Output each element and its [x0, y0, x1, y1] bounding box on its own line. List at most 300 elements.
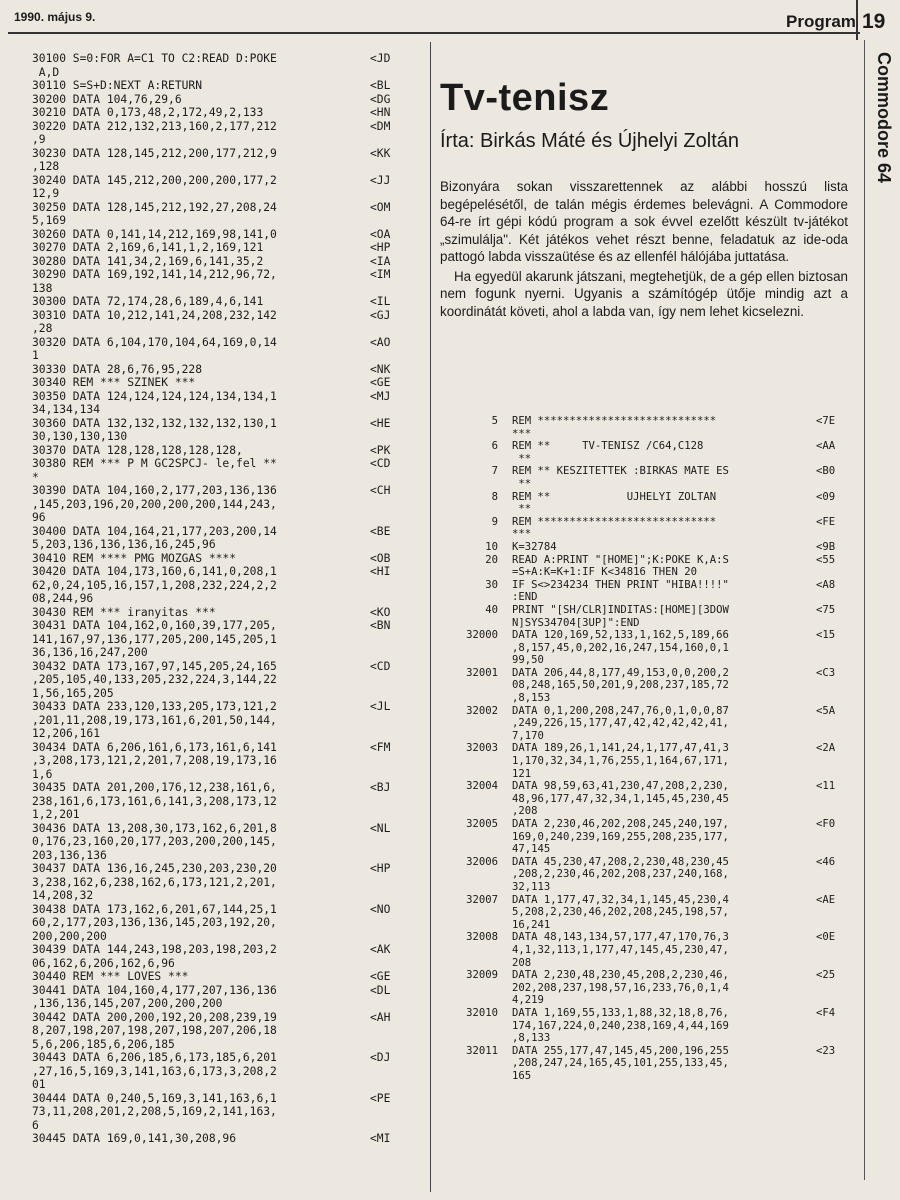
- code-text: 30436 DATA 13,208,30,173,162,6,201,8: [32, 821, 277, 835]
- code-text: 30,130,130,130: [32, 430, 128, 443]
- code-line: [32, 1132, 427, 1146]
- code-line: [32, 646, 427, 660]
- code-line: [458, 679, 858, 692]
- code-text: READ A:PRINT "[HOME]";K:POKE K,A:S: [512, 553, 729, 566]
- checksum: <AE: [816, 893, 836, 906]
- code-text: 30280 DATA 141,34,2,169,6,141,35,2: [32, 254, 264, 268]
- code-text: DATA 1,177,47,32,34,1,145,45,230,4: [512, 893, 729, 906]
- checksum: <23: [816, 1044, 836, 1057]
- code-text: 1: [32, 349, 39, 362]
- code-line: [32, 633, 427, 647]
- code-text: 30240 DATA 145,212,200,200,200,177,2: [32, 173, 277, 187]
- code-line: [32, 160, 427, 174]
- code-text: DATA 2,230,48,230,45,208,2,230,46,: [512, 969, 729, 982]
- code-text: PRINT "[SH/CLR]INDITAS:[HOME][3DOW: [512, 603, 729, 616]
- code-text: 30410 REM **** PMG MOZGAS ****: [32, 551, 237, 565]
- code-text: ,8,157,45,0,202,16,247,154,160,0,1: [512, 641, 729, 654]
- checksum: <HP: [370, 862, 391, 875]
- checksum: <C3: [816, 666, 836, 679]
- code-text: 30434 DATA 6,206,161,6,173,161,6,141: [32, 740, 277, 754]
- code-line: [32, 714, 427, 728]
- code-line: [458, 554, 858, 567]
- code-text: 30440 REM *** LOVES ***: [32, 970, 189, 983]
- code-line: [458, 541, 858, 554]
- checksum: <09: [816, 490, 836, 503]
- code-text: REM ** UJHELYI ZOLTAN: [512, 490, 717, 503]
- checksum: <5A: [816, 704, 836, 717]
- side-tab: [870, 52, 900, 472]
- checksum: <PK: [370, 443, 391, 457]
- code-line: [458, 1070, 858, 1083]
- code-line: [458, 667, 858, 680]
- line-number: 8: [491, 490, 498, 503]
- checksum: <46: [816, 855, 836, 868]
- line-number: 32004: [466, 780, 498, 793]
- code-text: 7,170: [512, 729, 544, 742]
- code-text: 48,96,177,47,32,34,1,145,45,230,45: [512, 792, 729, 805]
- code-text: 30441 DATA 104,160,4,177,207,136,136: [32, 983, 277, 997]
- code-text: 32,113: [512, 880, 551, 893]
- code-line: [32, 471, 427, 485]
- code-text: ,208,2,230,46,202,208,237,240,168,: [512, 868, 729, 881]
- checksum: <MI: [370, 1132, 391, 1145]
- code-text: 06,162,6,206,162,6,96: [32, 956, 175, 970]
- code-text: 138: [32, 281, 53, 295]
- code-line: [458, 717, 858, 730]
- checksum: <OM: [370, 200, 391, 214]
- code-line: [458, 742, 858, 755]
- code-line: [32, 768, 427, 782]
- code-text: ,3,208,173,121,2,201,7,208,19,173,16: [32, 754, 277, 767]
- code-text: 30300 DATA 72,174,28,6,189,4,6,141: [32, 295, 264, 308]
- code-line: [32, 930, 427, 944]
- checksum: <FM: [370, 740, 391, 754]
- code-line: [32, 876, 427, 890]
- checksum: <25: [816, 969, 836, 982]
- code-line: [458, 528, 858, 541]
- code-text: 30444 DATA 0,240,5,169,3,141,163,6,1: [32, 1091, 277, 1105]
- line-number: 32011: [466, 1044, 498, 1057]
- checksum: <JL: [370, 700, 391, 713]
- code-line: [32, 376, 427, 390]
- code-text: ***: [512, 528, 532, 541]
- code-line: [32, 484, 427, 498]
- code-line: [32, 349, 427, 363]
- side-tab-label: Commodore 64: [874, 52, 894, 184]
- checksum: <HI: [370, 565, 391, 578]
- code-text: 73,11,208,201,2,208,5,169,2,141,163,: [32, 1105, 277, 1118]
- code-line: [32, 241, 427, 255]
- line-number: 32001: [466, 666, 498, 679]
- checksum: <9B: [816, 540, 836, 553]
- checksum: <GE: [370, 970, 391, 983]
- code-text: DATA 255,177,47,145,45,200,196,255: [512, 1044, 729, 1057]
- checksum: <DJ: [370, 1051, 391, 1064]
- tab-divider: [856, 0, 858, 40]
- code-text: 30380 REM *** P M GC2SPCJ- le,fel **: [32, 457, 277, 470]
- code-line: [32, 1105, 427, 1119]
- code-line: [458, 969, 858, 982]
- code-line: [32, 579, 427, 593]
- code-text: 30200 DATA 104,76,29,6: [32, 92, 182, 106]
- code-text: 14,208,32: [32, 889, 94, 902]
- code-text: 208: [512, 956, 532, 969]
- code-line: [458, 465, 858, 478]
- code-line: [32, 849, 427, 863]
- code-line: [458, 1032, 858, 1045]
- code-text: 30360 DATA 132,132,132,132,132,130,1: [32, 416, 277, 430]
- code-line: [32, 538, 427, 552]
- column-divider: [430, 42, 431, 1192]
- line-number: 6: [491, 440, 498, 453]
- checksum: <HE: [370, 416, 391, 430]
- checksum: <PE: [370, 1091, 391, 1105]
- checksum: <MJ: [370, 389, 391, 403]
- code-text: 6: [32, 1118, 39, 1132]
- checksum: <IL: [370, 295, 391, 308]
- code-line: [458, 1007, 858, 1020]
- checksum: <BE: [370, 524, 391, 538]
- code-line: [32, 133, 427, 147]
- code-text: 30420 DATA 104,173,160,6,141,0,208,1: [32, 565, 277, 578]
- code-text: *: [32, 470, 39, 484]
- code-line: [32, 619, 427, 633]
- code-line: [458, 453, 858, 466]
- code-text: 01: [32, 1078, 46, 1091]
- code-text: 30310 DATA 10,212,141,24,208,232,142: [32, 308, 277, 322]
- code-line: [32, 1024, 427, 1038]
- checksum: <BJ: [370, 781, 391, 794]
- code-text: 8,207,198,207,198,207,198,207,206,18: [32, 1024, 277, 1037]
- code-text: **: [512, 503, 532, 516]
- code-text: 34,134,134: [32, 403, 101, 416]
- code-text: ,8,133: [512, 1032, 551, 1045]
- line-number: 32008: [466, 931, 498, 944]
- code-text: ,208,247,24,165,45,101,255,133,45,: [512, 1057, 729, 1070]
- code-line: [32, 552, 427, 566]
- code-line: [458, 982, 858, 995]
- code-text: N]SYS34704[3UP]":END: [512, 616, 640, 629]
- code-line: [32, 174, 427, 188]
- code-line: [32, 565, 427, 579]
- code-line: [458, 780, 858, 793]
- checksum: <BN: [370, 619, 391, 632]
- program-listing-left: [32, 52, 427, 1146]
- checksum: <DG: [370, 92, 391, 106]
- code-text: 3,238,162,6,238,162,6,173,121,2,201,: [32, 875, 277, 889]
- code-text: 121: [512, 767, 532, 780]
- code-text: 30390 DATA 104,160,2,177,203,136,136: [32, 484, 277, 497]
- code-text: DATA 45,230,47,208,2,230,48,230,45: [512, 855, 729, 868]
- code-line: [32, 997, 427, 1011]
- code-text: 30370 DATA 128,128,128,128,128,: [32, 443, 243, 457]
- code-text: 62,0,24,105,16,157,1,208,232,224,2,2: [32, 578, 277, 592]
- code-text: ,27,16,5,169,3,141,163,6,173,3,208,2: [32, 1064, 277, 1078]
- code-line: [458, 503, 858, 516]
- article-author: Írta: Birkás Máté és Újhelyi Zoltán: [440, 130, 739, 152]
- code-line: [32, 403, 427, 417]
- code-line: [32, 444, 427, 458]
- code-line: [32, 943, 427, 957]
- checksum: <NO: [370, 902, 391, 916]
- code-text: 30433 DATA 233,120,133,205,173,121,2: [32, 700, 277, 713]
- checksum: <AO: [370, 335, 391, 349]
- code-text: 165: [512, 1069, 532, 1082]
- header-rule: [8, 32, 860, 34]
- side-rule: [864, 40, 865, 1180]
- code-text: DATA 98,59,63,41,230,47,208,2,230,: [512, 780, 729, 793]
- checksum: <AH: [370, 1010, 391, 1024]
- code-line: [458, 944, 858, 957]
- checksum: <HN: [370, 106, 391, 119]
- checksum: <OB: [370, 551, 391, 565]
- code-text: 30435 DATA 201,200,176,12,238,161,6,: [32, 781, 277, 794]
- code-text: 169,0,240,239,169,255,208,235,177,: [512, 830, 729, 843]
- line-number: 32005: [466, 818, 498, 830]
- code-line: [32, 295, 427, 309]
- code-text: ,8,153: [512, 692, 551, 705]
- checksum: <11: [816, 780, 836, 793]
- code-text: DATA 206,44,8,177,49,153,0,0,200,2: [512, 666, 729, 679]
- code-text: DATA 0,1,200,208,247,76,0,1,0,0,87: [512, 704, 729, 717]
- code-line: [458, 931, 858, 944]
- code-line: [458, 642, 858, 655]
- code-line: [458, 617, 858, 630]
- line-number: 7: [491, 465, 498, 478]
- code-text: 30437 DATA 136,16,245,230,203,230,20: [32, 862, 277, 875]
- line-number: 20: [485, 553, 498, 566]
- code-text: ,145,203,196,20,200,200,200,144,243,: [32, 497, 277, 511]
- code-text: A,D: [32, 65, 60, 79]
- code-line: [32, 916, 427, 930]
- checksum: <DM: [370, 119, 391, 133]
- checksum: <F0: [816, 818, 836, 830]
- code-line: [32, 1078, 427, 1092]
- code-line: [32, 673, 427, 687]
- checksum: <JJ: [370, 173, 391, 187]
- code-line: [458, 843, 858, 856]
- code-text: 30439 DATA 144,243,198,203,198,203,2: [32, 943, 277, 956]
- line-number: 40: [485, 603, 498, 616]
- code-text: ,128: [32, 160, 60, 173]
- code-line: [458, 805, 858, 818]
- code-line: [32, 268, 427, 282]
- code-line: [458, 654, 858, 667]
- code-line: [458, 793, 858, 806]
- code-text: 0,176,23,160,20,177,203,200,200,145,: [32, 835, 277, 848]
- code-line: [32, 592, 427, 606]
- code-text: 30320 DATA 6,104,170,104,64,169,0,14: [32, 335, 277, 349]
- code-line: [458, 831, 858, 844]
- checksum: <BL: [370, 79, 391, 92]
- code-line: [32, 1038, 427, 1052]
- checksum: <IA: [370, 254, 391, 268]
- code-line: [32, 309, 427, 323]
- code-text: 30250 DATA 128,145,212,192,27,208,24: [32, 200, 277, 214]
- code-text: ***: [512, 427, 532, 440]
- code-line: [458, 566, 858, 579]
- code-line: [458, 755, 858, 768]
- code-line: [32, 201, 427, 215]
- code-line: [458, 919, 858, 932]
- checksum: <CD: [370, 659, 391, 673]
- article-title: Tv-tenisz: [440, 77, 610, 120]
- code-text: ,9: [32, 133, 46, 146]
- checksum: <2A: [816, 742, 836, 755]
- line-number: 32010: [466, 1006, 498, 1019]
- line-number: 30: [485, 578, 498, 591]
- code-text: 4,1,32,113,1,177,47,145,45,230,47,: [512, 943, 729, 956]
- checksum: <FE: [816, 515, 836, 528]
- code-text: 30443 DATA 6,206,185,6,173,185,6,201: [32, 1051, 277, 1064]
- code-text: 30290 DATA 169,192,141,14,212,96,72,: [32, 268, 277, 281]
- code-line: [32, 457, 427, 471]
- code-text: 08,248,165,50,201,9,208,237,185,72: [512, 679, 729, 692]
- code-line: [32, 336, 427, 350]
- checksum: <AK: [370, 943, 391, 956]
- code-text: 5,208,2,230,46,202,208,245,198,57,: [512, 906, 729, 919]
- checksum: <55: [816, 553, 836, 566]
- issue-date: 1990. május 9.: [14, 10, 96, 24]
- code-line: [32, 214, 427, 228]
- code-text: ,205,105,40,133,205,232,224,3,144,22: [32, 673, 277, 686]
- code-text: 30330 DATA 28,6,76,95,228: [32, 362, 203, 376]
- code-text: 16,241: [512, 918, 551, 931]
- code-line: [458, 428, 858, 441]
- code-line: [32, 390, 427, 404]
- code-text: DATA 120,169,52,133,1,162,5,189,66: [512, 629, 729, 642]
- code-line: [458, 768, 858, 781]
- code-line: [32, 120, 427, 134]
- code-text: 203,136,136: [32, 848, 107, 862]
- code-text: ,208: [512, 805, 538, 818]
- line-number: 32002: [466, 704, 498, 717]
- page-header: [0, 0, 900, 40]
- code-line: [458, 629, 858, 642]
- code-text: ,249,226,15,177,47,42,42,42,42,41,: [512, 717, 729, 730]
- checksum: <HP: [370, 241, 391, 254]
- code-text: 4,219: [512, 994, 544, 1007]
- code-text: 5,203,136,136,136,16,245,96: [32, 538, 216, 551]
- code-line: [32, 498, 427, 512]
- code-line: [32, 93, 427, 107]
- checksum: <CD: [370, 457, 391, 470]
- code-line: [458, 894, 858, 907]
- code-text: :END: [512, 591, 538, 604]
- code-line: [32, 687, 427, 701]
- code-text: K=32784: [512, 540, 557, 553]
- checksum: <75: [816, 603, 836, 616]
- code-line: [32, 903, 427, 917]
- code-line: [32, 525, 427, 539]
- checksum: <KK: [370, 146, 391, 160]
- checksum: <CH: [370, 484, 391, 497]
- code-line: [458, 994, 858, 1007]
- code-line: [32, 889, 427, 903]
- code-text: 30400 DATA 104,164,21,177,203,200,14: [32, 524, 277, 538]
- code-text: DATA 2,230,46,202,208,245,240,197,: [512, 818, 729, 830]
- code-text: 30442 DATA 200,200,192,20,208,239,19: [32, 1010, 277, 1024]
- code-line: [32, 187, 427, 201]
- code-text: 08,244,96: [32, 592, 94, 605]
- code-line: [458, 604, 858, 617]
- code-text: ,28: [32, 322, 53, 335]
- code-line: [32, 511, 427, 525]
- checksum: <OA: [370, 227, 391, 241]
- code-text: REM ** KESZITETTEK :BIRKAS MATE ES: [512, 465, 729, 478]
- code-line: [458, 881, 858, 894]
- checksum: <DL: [370, 983, 391, 997]
- line-number: 32003: [466, 742, 498, 755]
- code-line: [458, 516, 858, 529]
- line-number: 5: [491, 415, 498, 427]
- code-line: [32, 835, 427, 849]
- code-line: [32, 322, 427, 336]
- code-line: [458, 868, 858, 881]
- code-line: [32, 1092, 427, 1106]
- checksum: <15: [816, 629, 836, 642]
- code-text: REM ** TV-TENISZ /C64,C128: [512, 440, 704, 453]
- code-text: 30230 DATA 128,145,212,200,177,212,9: [32, 146, 277, 160]
- code-line: [32, 1065, 427, 1079]
- line-number: 9: [491, 515, 498, 528]
- article-paragraph: Bizonyára sokan visszarettennek az alábbi hosszú lista begépelésétől, de talán mégis érdemes belevágni. A Commodore 64-re írt gépi kódú program a sok évvel ezelőtt készült tv-játékot „szimulálja". Két játékos vehet részt benne, feladatuk az ide-oda pattogó labda visszaütése és az ellenfél hálójába juttatása.: [440, 179, 848, 265]
- code-text: 30270 DATA 2,169,6,141,1,2,169,121: [32, 241, 264, 254]
- code-line: [32, 862, 427, 876]
- code-text: 30431 DATA 104,162,0,160,39,177,205,: [32, 619, 277, 632]
- code-text: 12,9: [32, 187, 60, 200]
- code-text: 5,6,206,185,6,206,185: [32, 1037, 175, 1051]
- page-number: 19: [862, 10, 886, 33]
- code-text: 141,167,97,136,177,205,200,145,205,1: [32, 632, 277, 646]
- program-listing-right: [458, 415, 858, 1082]
- code-text: **: [512, 477, 532, 490]
- code-text: 30220 DATA 212,132,213,160,2,177,212: [32, 119, 277, 133]
- code-text: 60,2,177,203,136,136,145,203,192,20,: [32, 916, 277, 929]
- code-line: [458, 491, 858, 504]
- code-line: [458, 440, 858, 453]
- line-number: 10: [485, 540, 498, 553]
- code-text: 202,208,237,198,57,16,233,76,0,1,4: [512, 981, 729, 994]
- article-body: [440, 178, 848, 320]
- line-number: 32007: [466, 893, 498, 906]
- code-line: [32, 52, 427, 66]
- checksum: <A8: [816, 578, 836, 591]
- code-line: [32, 970, 427, 984]
- code-text: **: [512, 452, 532, 465]
- code-text: 47,145: [512, 843, 551, 856]
- code-line: [458, 579, 858, 592]
- code-text: 30210 DATA 0,173,48,2,172,49,2,133: [32, 106, 264, 119]
- checksum: <NK: [370, 362, 391, 376]
- code-text: IF S<>234234 THEN PRINT "HIBA!!!!": [512, 578, 729, 591]
- code-line: [458, 957, 858, 970]
- code-line: [458, 705, 858, 718]
- code-line: [32, 228, 427, 242]
- code-text: 238,161,6,173,161,6,141,3,208,173,12: [32, 794, 277, 808]
- code-text: 99,50: [512, 654, 544, 667]
- code-text: 1,2,201: [32, 808, 80, 821]
- checksum: <KO: [370, 605, 391, 619]
- code-text: 30340 REM *** SZINEK ***: [32, 376, 196, 389]
- code-line: [458, 692, 858, 705]
- code-line: [32, 727, 427, 741]
- code-text: REM ****************************: [512, 515, 717, 528]
- checksum: <IM: [370, 268, 391, 281]
- code-line: [458, 856, 858, 869]
- code-line: [32, 1051, 427, 1065]
- code-text: 200,200,200: [32, 929, 107, 943]
